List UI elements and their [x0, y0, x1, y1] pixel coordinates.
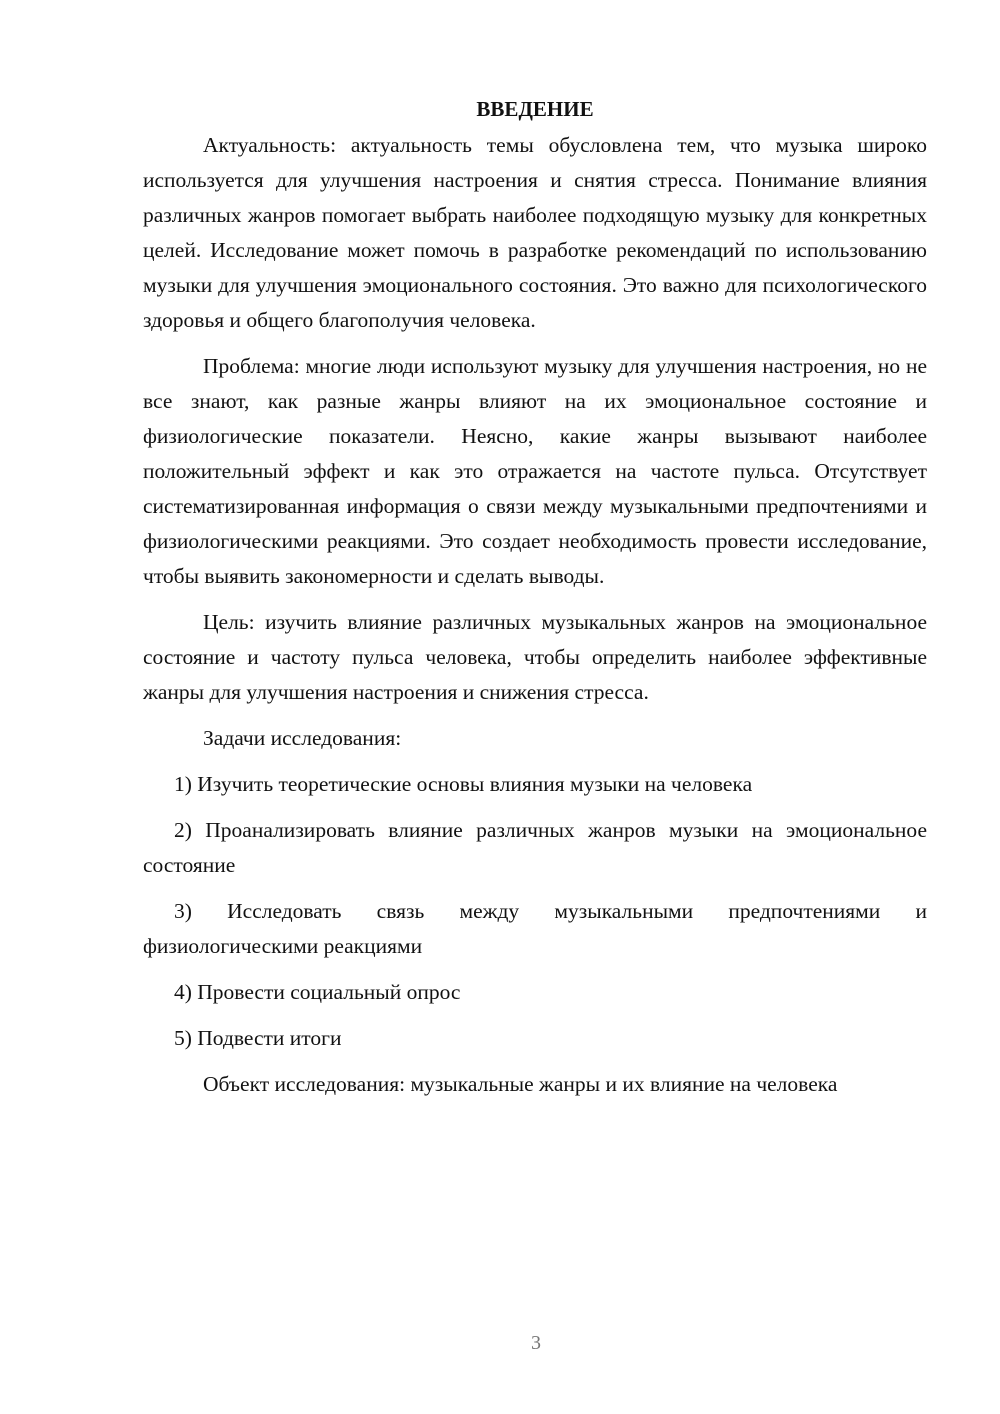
task-item: 5) Подвести итоги: [174, 1026, 342, 1050]
document-page: [143, 92, 927, 1102]
task-item: 3) Исследовать связь между музыкальными предпочтениями и физиологическими реакциями: [143, 899, 927, 958]
section-title: ВВЕДЕНИЕ: [476, 97, 594, 121]
relevance-paragraph: Актуальность: актуальность темы обусловлена тем, что музыка широко используется для улучшения настроения и снятия стресса. Понимание влияния различных жанров помогает выбрать наиболее подходящую музыку для конкретных целей. Исследование может помочь в разработке рекомендаций по использованию музыки для улучшения эмоционального состояния. Это важно для психологического здоровья и общего благополучия человека.: [143, 133, 927, 332]
tasks-heading: Задачи исследования:: [203, 726, 402, 750]
task-item: 1) Изучить теоретические основы влияния музыки на человека: [174, 772, 753, 796]
goal-paragraph: Цель: изучить влияние различных музыкальных жанров на эмоциональное состояние и частоту пульса человека, чтобы определить наиболее эффективные жанры для улучшения настроения и снижения стресса.: [143, 610, 927, 704]
object-paragraph: Объект исследования: музыкальные жанры и их влияние на человека: [203, 1072, 838, 1096]
page-number: 3: [531, 1332, 541, 1354]
problem-paragraph: Проблема: многие люди используют музыку для улучшения настроения, но не все знают, как разные жанры влияют на их эмоциональное состояние и физиологические показатели. Неясно, какие жанры вызывают наиболее положительный эффект и как это отражается на частоте пульса. Отсутствует систематизированная информация о связи между музыкальными предпочтениями и физиологическими реакциями. Это создает необходимость провести исследование, чтобы выявить закономерности и сделать выводы.: [143, 354, 927, 588]
task-item: 2) Проанализировать влияние различных жанров музыки на эмоциональное состояние: [143, 818, 927, 877]
task-item: 4) Провести социальный опрос: [174, 980, 461, 1004]
